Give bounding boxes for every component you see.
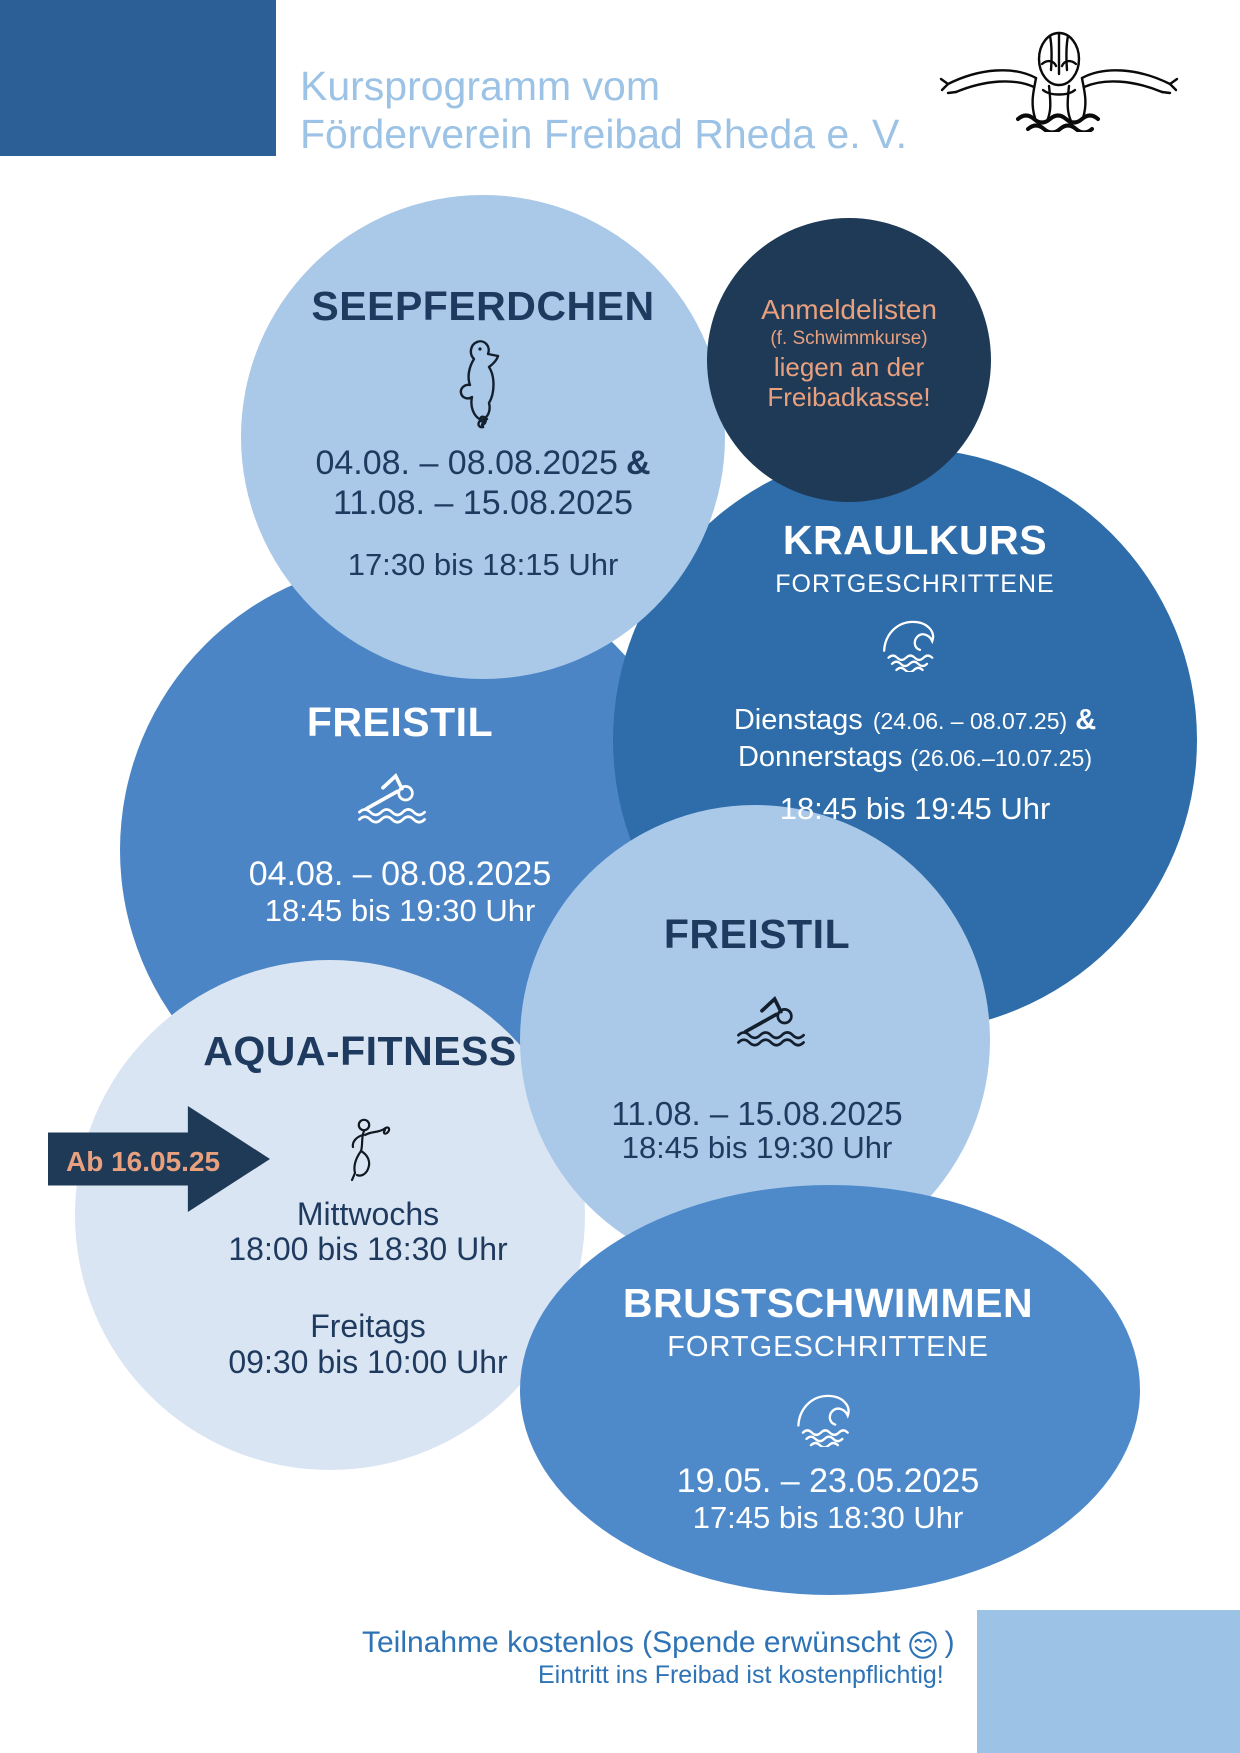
smiley-icon <box>907 1625 939 1661</box>
footer-line1-text: Teilnahme kostenlos (Spende erwünscht <box>362 1626 901 1659</box>
seahorse-icon <box>456 336 508 435</box>
kraulkurs-day2-dates: (26.06.–10.07.25) <box>910 745 1093 771</box>
kraulkurs-day1-dates: (24.06. – 08.07.25) <box>872 708 1068 734</box>
start-date-label: Ab 16.05.25 <box>66 1146 221 1177</box>
page-title <box>300 62 1000 158</box>
kraulkurs-time: 18:45 bis 19:45 Uhr <box>779 791 1051 826</box>
freestyle-swimmer-icon <box>354 766 430 829</box>
seepferdchen-dates-week2: 11.08. – 15.08.2025 <box>333 484 633 522</box>
aqua-fitness-figure-icon <box>340 1116 398 1189</box>
footer-line1 <box>362 1625 955 1661</box>
aqua-time1: 18:00 bis 18:30 Uhr <box>228 1231 508 1267</box>
kraulkurs-subtitle: FORTGESCHRITTENE <box>775 570 1055 598</box>
page-title-line1: Kursprogramm vom <box>300 63 660 109</box>
aqua-day2: Freitags <box>310 1308 426 1344</box>
brustschwimmen-time: 17:45 bis 18:30 Uhr <box>692 1500 964 1535</box>
page-title-line2: Förderverein Freibad Rheda e. V. <box>300 111 907 157</box>
freistil2-title: FREISTIL <box>663 911 851 957</box>
kraulkurs-day1-name: Dienstags <box>733 704 863 736</box>
aqua-time2: 09:30 bis 10:00 Uhr <box>228 1344 508 1380</box>
anmeldung-line2: (f. Schwimmkurse) <box>770 328 928 349</box>
kraulkurs-day1 <box>615 704 1215 737</box>
footer-line1-close: ) <box>944 1626 955 1659</box>
freistil1-time: 18:45 bis 19:30 Uhr <box>264 893 536 928</box>
freistil2-date: 11.08. – 15.08.2025 <box>611 1095 903 1132</box>
freestyle-swimmer-icon <box>733 988 809 1053</box>
bottom-right-corner-rectangle <box>977 1610 1240 1753</box>
top-left-corner-rectangle <box>0 0 276 156</box>
seepferdchen-bubble <box>241 195 725 679</box>
seepferdchen-dates-week1 <box>183 444 783 483</box>
anmeldung-line4: Freibadkasse! <box>767 382 931 412</box>
kraulkurs-ampersand: & <box>1075 704 1097 736</box>
freistil1-title: FREISTIL <box>306 699 494 745</box>
aqua-day1: Mittwochs <box>296 1196 440 1232</box>
kraulkurs-day2 <box>615 741 1215 774</box>
anmeldung-line1: Anmeldelisten <box>761 294 937 325</box>
kraulkurs-day2-name: Donnerstags <box>737 741 903 773</box>
brustschwimmen-date: 19.05. – 23.05.2025 <box>676 1462 980 1500</box>
wave-icon <box>792 1386 864 1452</box>
wave-icon <box>878 612 948 677</box>
anmeldung-line3: liegen an der <box>773 352 925 382</box>
seepferdchen-ampersand: & <box>625 444 651 482</box>
footer-line2: Eintritt ins Freibad ist kostenpflichtig! <box>538 1661 944 1689</box>
seepferdchen-time: 17:30 bis 18:15 Uhr <box>347 547 619 582</box>
seepferdchen-date1: 04.08. – 08.08.2025 <box>315 444 618 482</box>
seepferdchen-title: SEEPFERDCHEN <box>311 283 655 329</box>
butterfly-swimmer-illustration <box>938 26 1180 137</box>
aqua-fitness-title: AQUA-FITNESS <box>203 1028 517 1074</box>
freistil2-time: 18:45 bis 19:30 Uhr <box>621 1130 893 1165</box>
brustschwimmen-title: BRUSTSCHWIMMEN <box>622 1280 1034 1326</box>
kraulkurs-title: KRAULKURS <box>782 517 1048 563</box>
brustschwimmen-subtitle: FORTGESCHRITTENE <box>667 1331 989 1363</box>
freistil1-date: 04.08. – 08.08.2025 <box>248 855 552 893</box>
